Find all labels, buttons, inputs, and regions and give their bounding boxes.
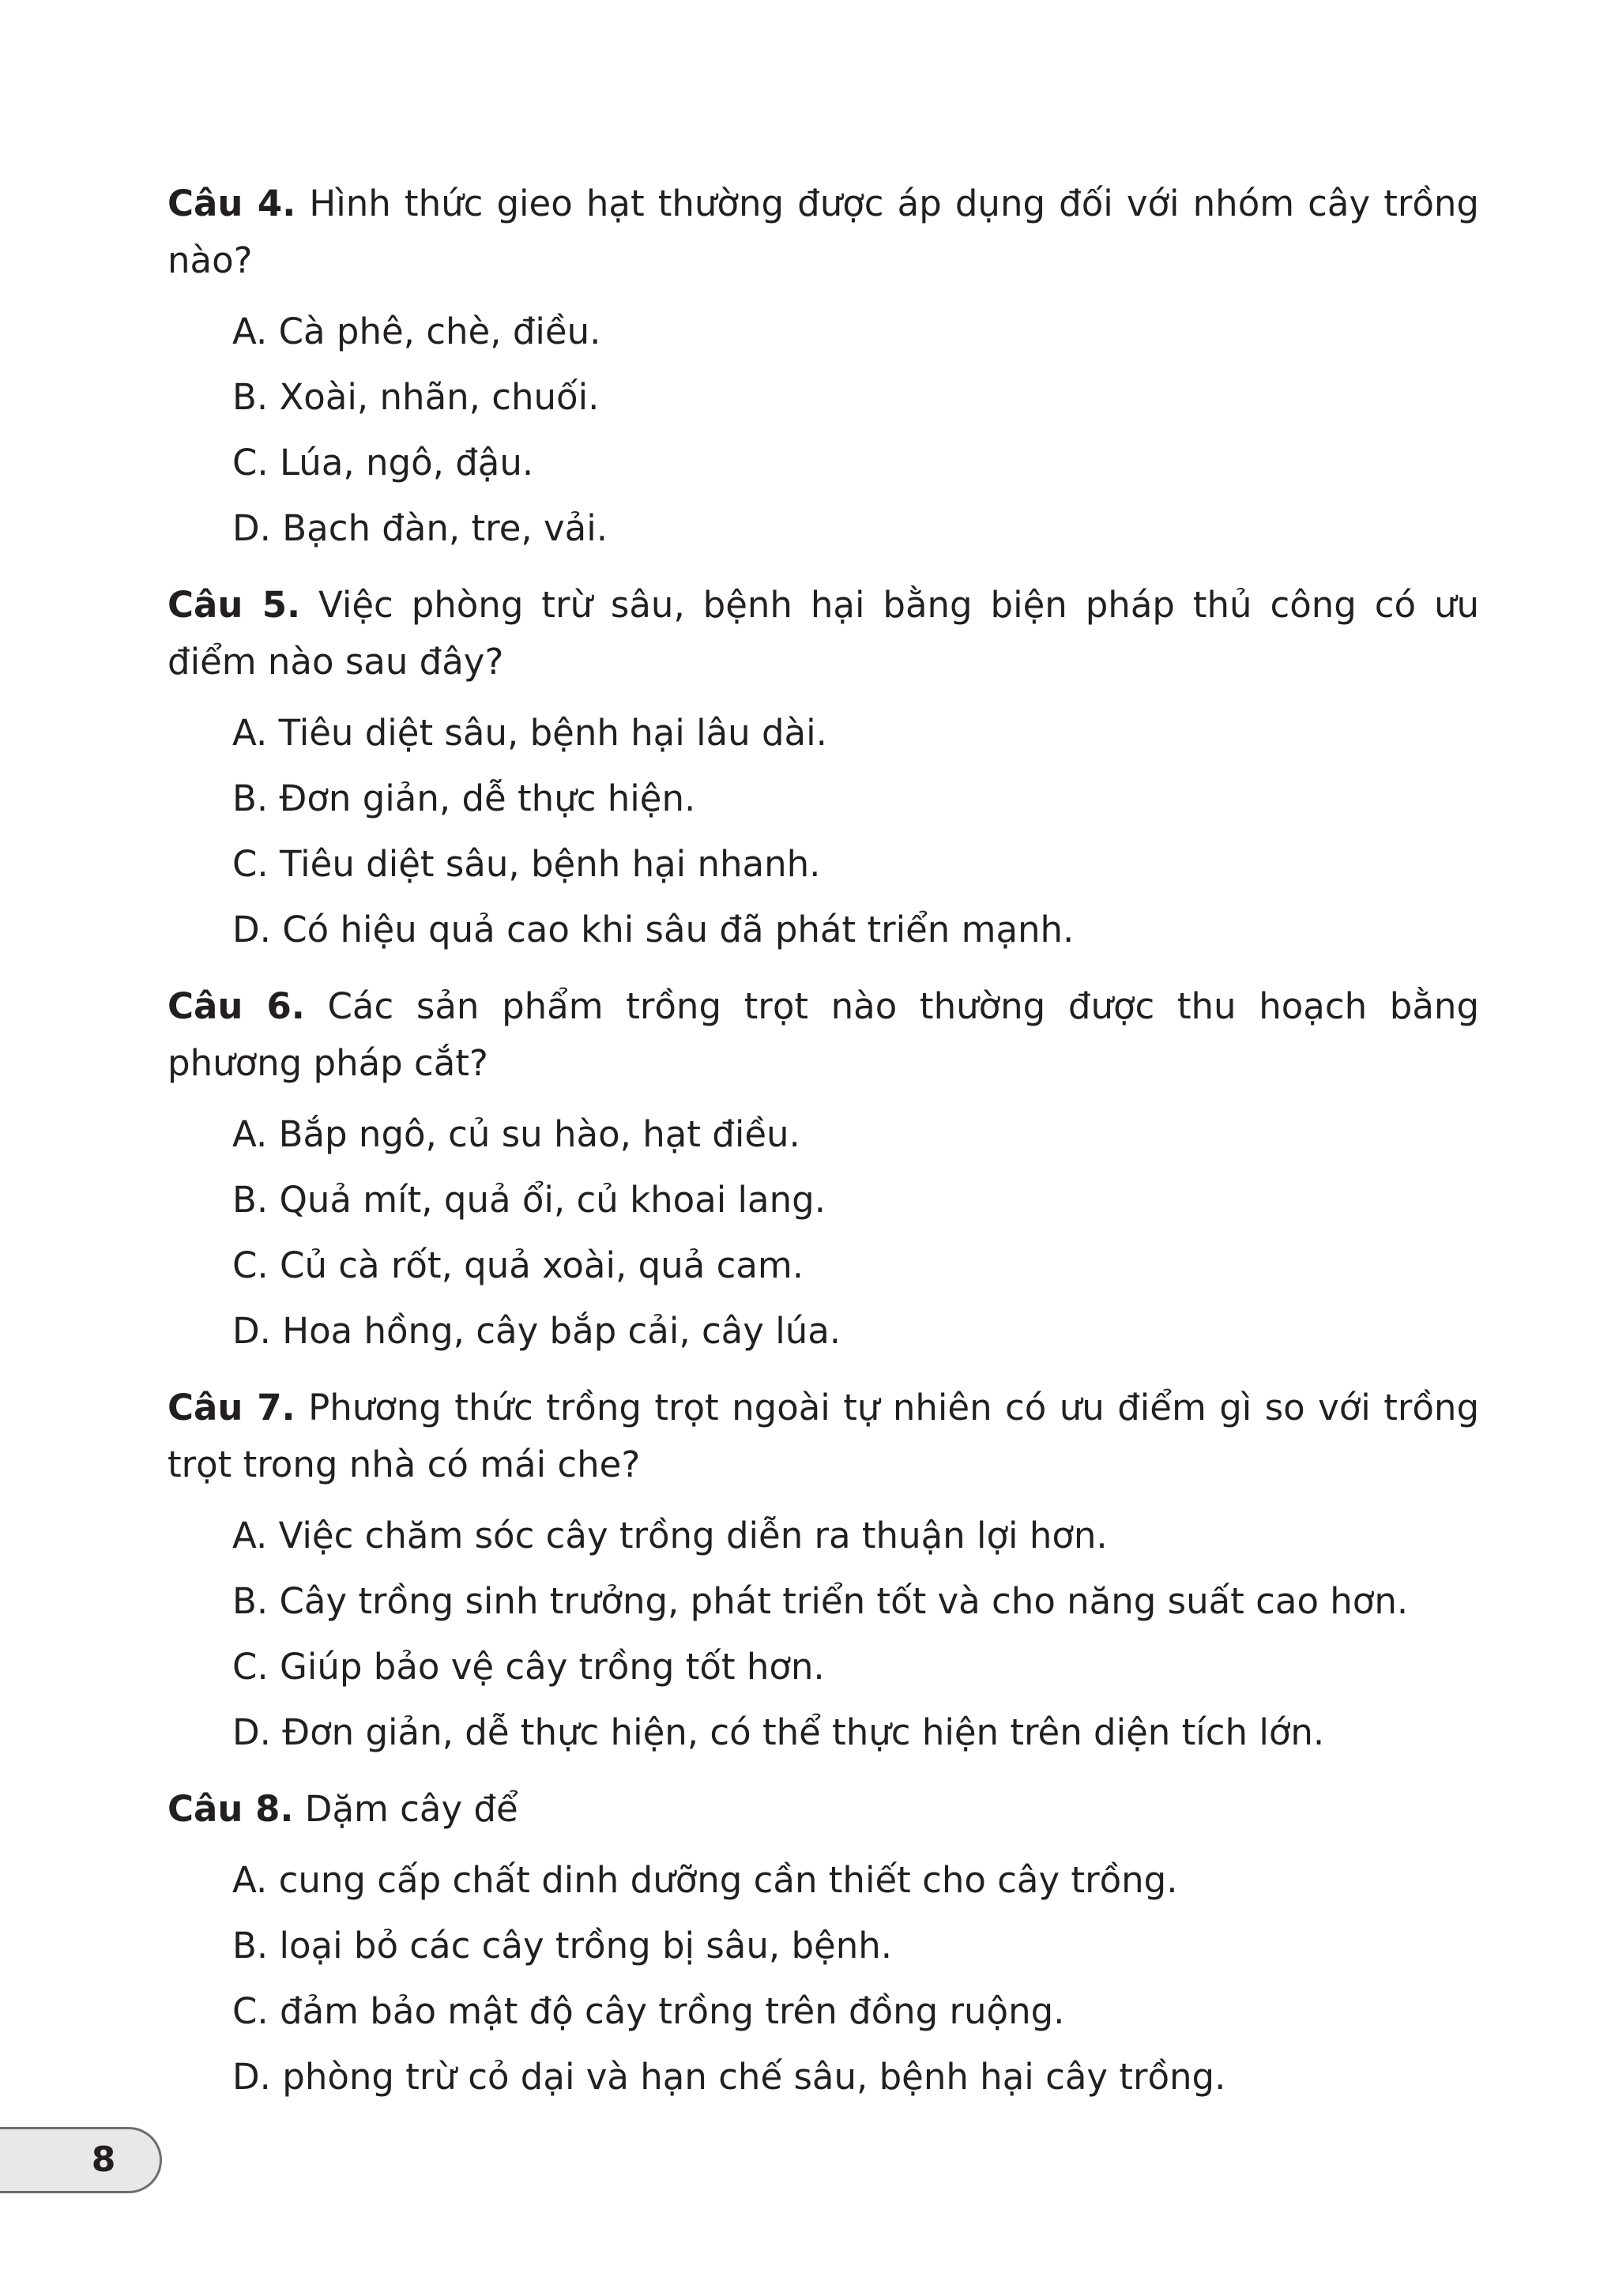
question-stem [168, 978, 1479, 1092]
question-7 [168, 1379, 1479, 1765]
question-list [168, 175, 1479, 2125]
answer-option-a: A. Cà phê, chè, điều. [232, 311, 601, 352]
answer-options [168, 299, 1479, 561]
answer-option-b: B. Cây trồng sinh trưởng, phát triển tốt và cho năng suất cao hơn. [232, 1580, 1409, 1622]
answer-option-c: C. đảm bảo mật độ cây trồng trên đồng ruộng. [232, 1990, 1065, 2032]
question-6 [168, 978, 1479, 1364]
answer-options [168, 1847, 1479, 2110]
question-5 [168, 577, 1479, 962]
answer-option-d: D. phòng trừ cỏ dại và hạn chế sâu, bệnh hại cây trồng. [232, 2056, 1226, 2098]
page-number: 8 [91, 2140, 116, 2180]
answer-option-a: A. cung cấp chất dinh dưỡng cần thiết cho cây trồng. [232, 1859, 1178, 1901]
answer-option-d: D. Có hiệu quả cao khi sâu đã phát triển mạnh. [232, 909, 1075, 950]
question-label: Câu 8. [168, 1788, 294, 1830]
question-stem [168, 1379, 1479, 1493]
answer-options [168, 1503, 1479, 1765]
page-number-tab [0, 2127, 162, 2193]
question-label: Câu 5. [168, 584, 301, 626]
answer-option-b: B. Xoài, nhãn, chuối. [232, 376, 600, 418]
question-text: Các sản phẩm trồng trọt nào thường được thu hoạch bằng phương pháp cắt? [168, 985, 1480, 1084]
answer-option-d: D. Đơn giản, dễ thực hiện, có thể thực hiện trên diện tích lớn. [232, 1711, 1325, 1753]
answer-option-a: A. Tiêu diệt sâu, bệnh hại lâu dài. [232, 712, 827, 754]
answer-option-a: A. Bắp ngô, củ su hào, hạt điều. [232, 1113, 800, 1155]
question-text: Hình thức gieo hạt thường được áp dụng đối với nhóm cây trồng nào? [168, 183, 1479, 281]
question-stem [168, 577, 1479, 691]
question-4 [168, 175, 1479, 561]
answer-option-b: B. loại bỏ các cây trồng bị sâu, bệnh. [232, 1925, 893, 1967]
question-label: Câu 6. [168, 985, 305, 1027]
question-stem [168, 175, 1479, 289]
answer-options [168, 1101, 1479, 1364]
answer-options [168, 700, 1479, 962]
answer-option-c: C. Giúp bảo vệ cây trồng tốt hơn. [232, 1646, 825, 1688]
answer-option-b: B. Đơn giản, dễ thực hiện. [232, 777, 696, 819]
answer-option-c: C. Tiêu diệt sâu, bệnh hại nhanh. [232, 843, 821, 885]
answer-option-d: D. Hoa hồng, cây bắp cải, cây lúa. [232, 1310, 841, 1352]
answer-option-a: A. Việc chăm sóc cây trồng diễn ra thuận lợi hơn. [232, 1515, 1108, 1556]
question-stem [168, 1781, 1479, 1838]
question-label: Câu 4. [168, 183, 296, 224]
answer-option-c: C. Lúa, ngô, đậu. [232, 442, 534, 484]
question-text: Phương thức trồng trọt ngoài tự nhiên có ưu điểm gì so với trồng trọt trong nhà có mái che? [168, 1387, 1480, 1485]
question-text: Dặm cây để [293, 1788, 518, 1830]
question-label: Câu 7. [168, 1387, 296, 1428]
answer-option-d: D. Bạch đàn, tre, vải. [232, 507, 608, 549]
answer-option-c: C. Củ cà rốt, quả xoài, quả cam. [232, 1244, 804, 1286]
question-text: Việc phòng trừ sâu, bệnh hại bằng biện pháp thủ công có ưu điểm nào sau đây? [168, 584, 1479, 683]
answer-option-b: B. Quả mít, quả ổi, củ khoai lang. [232, 1179, 826, 1221]
question-8 [168, 1781, 1479, 2110]
